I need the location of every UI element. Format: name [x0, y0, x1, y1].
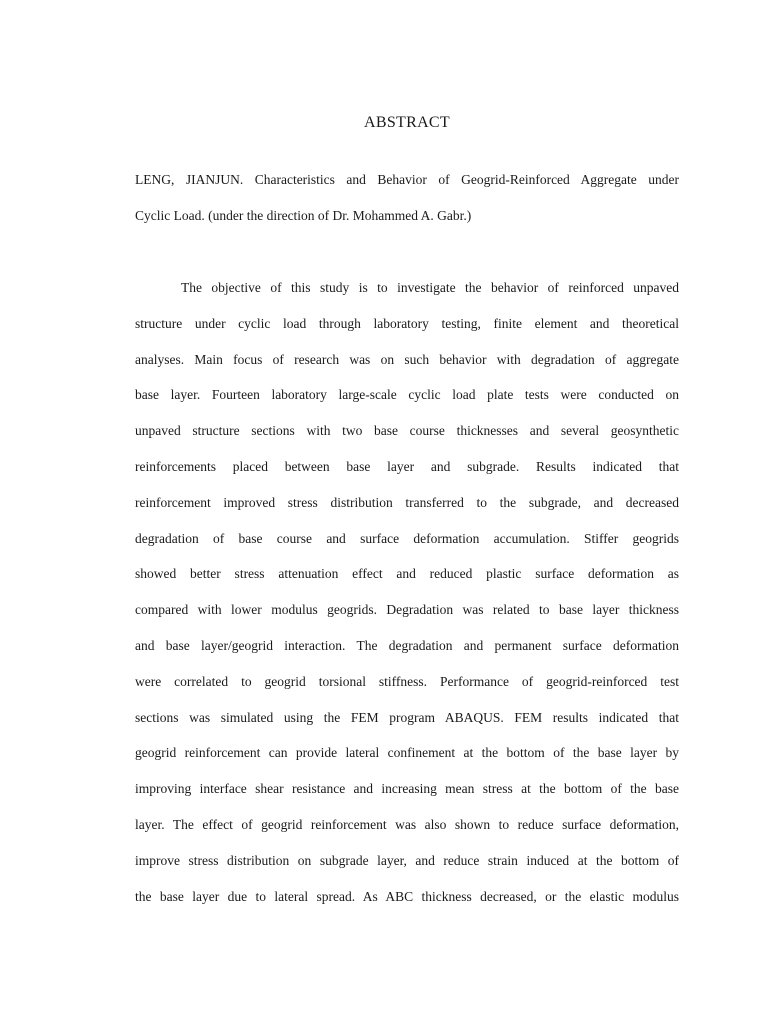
body-line: improving interface shear resistance and increasing mean stress at the bottom of the base	[135, 781, 679, 797]
body-line: structure under cyclic load through laboratory testing, finite element and theoretical	[135, 315, 679, 331]
body-line: were correlated to geogrid torsional stiffness. Performance of geogrid-reinforced test	[135, 673, 679, 689]
body-line: reinforcements placed between base layer and subgrade. Results indicated that	[135, 458, 679, 474]
author-citation	[135, 162, 679, 234]
body-line: degradation of base course and surface deformation accumulation. Stiffer geogrids	[135, 530, 679, 546]
citation-line: LENG, JIANJUN. Characteristics and Behavior of Geogrid-Reinforced Aggregate under	[135, 172, 679, 187]
body-line: base layer. Fourteen laboratory large-scale cyclic load plate tests were conducted on	[135, 387, 679, 403]
body-line: unpaved structure sections with two base course thicknesses and several geosynthetic	[135, 423, 679, 439]
body-line: reinforcement improved stress distribution transferred to the subgrade, and decreased	[135, 494, 679, 510]
body-line: sections was simulated using the FEM program ABAQUS. FEM results indicated that	[135, 709, 679, 725]
body-line: analyses. Main focus of research was on such behavior with degradation of aggregate	[135, 351, 679, 367]
body-line: and base layer/geogrid interaction. The degradation and permanent surface deformation	[135, 637, 679, 653]
body-line: improve stress distribution on subgrade layer, and reduce strain induced at the bottom of	[135, 852, 679, 868]
citation-line: Cyclic Load. (under the direction of Dr. Mohammed A. Gabr.)	[135, 208, 472, 223]
body-line: geogrid reinforcement can provide lateral confinement at the bottom of the base layer by	[135, 745, 679, 761]
body-line: compared with lower modulus geogrids. Degradation was related to base layer thickness	[135, 602, 679, 618]
body-line: the base layer due to lateral spread. As ABC thickness decreased, or the elastic modulus	[135, 888, 679, 904]
body-line: The objective of this study is to investigate the behavior of reinforced unpaved	[181, 280, 679, 295]
abstract-body	[135, 270, 679, 914]
body-line: layer. The effect of geogrid reinforcement was also shown to reduce surface deformation,	[135, 816, 679, 832]
abstract-heading: ABSTRACT	[364, 114, 450, 131]
body-line: showed better stress attenuation effect and reduced plastic surface deformation as	[135, 566, 679, 582]
